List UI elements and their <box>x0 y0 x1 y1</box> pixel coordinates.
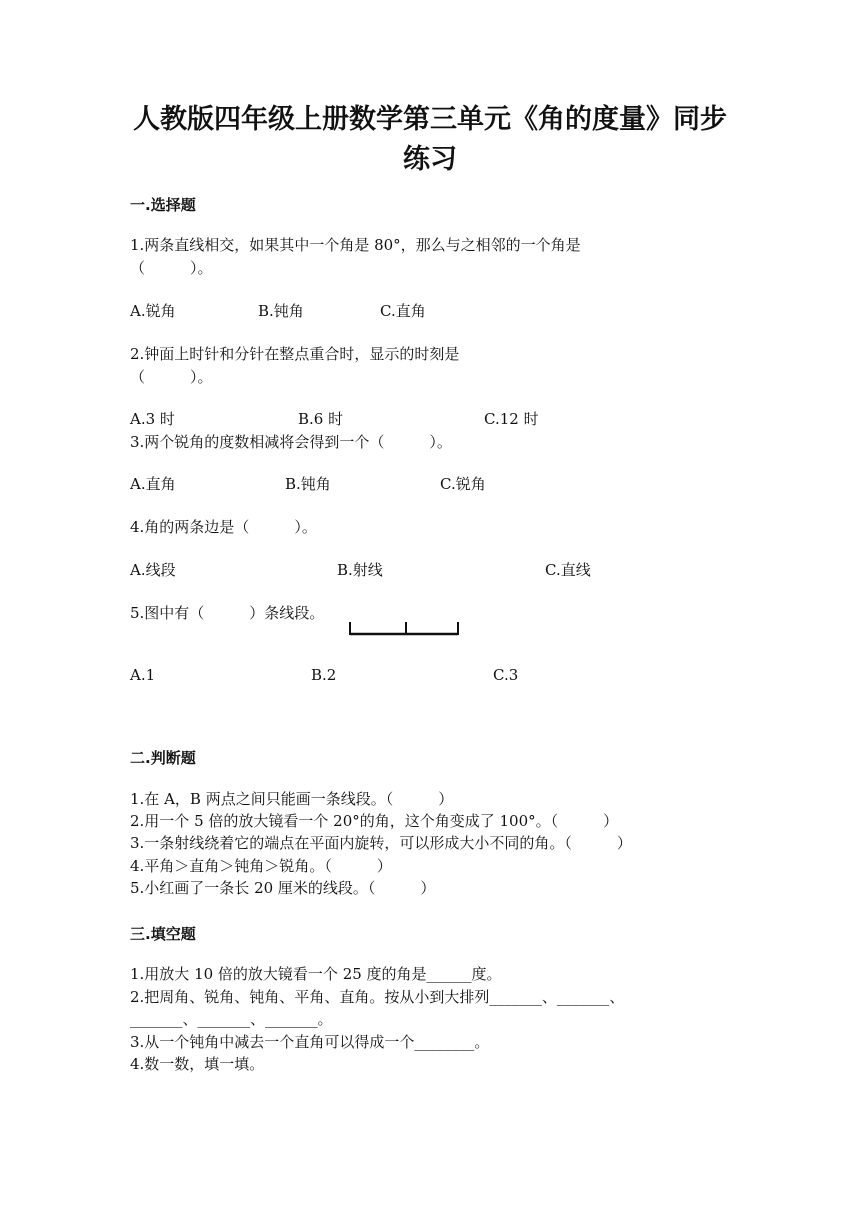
question-2-text: 2.钟面上时针和分针在整点重合时，显示的时刻是 <box>130 345 460 363</box>
question-4-text: 4.角的两条边是（ ）。 <box>130 518 317 536</box>
line-segment-figure <box>346 620 462 638</box>
question-3-text: 3.两个锐角的度数相减将会得到一个（ ）。 <box>130 433 452 451</box>
question-4-option-b: B.射线 <box>337 561 383 579</box>
fill-item-3: 3.从一个钝角中减去一个直角可以得成一个________。 <box>130 1033 490 1051</box>
question-2-option-a: A.3 时 <box>130 410 175 428</box>
question-1-blank: （ ）。 <box>130 259 213 277</box>
question-1-option-c: C.直角 <box>380 302 426 320</box>
question-2-option-b: B.6 时 <box>298 410 344 428</box>
question-5-option-b: B.2 <box>311 666 337 684</box>
question-1-option-a: A.锐角 <box>130 302 176 320</box>
fill-item-1: 1.用放大 10 倍的放大镜看一个 25 度的角是______度。 <box>130 965 502 983</box>
judge-item-3: 3.一条射线绕着它的端点在平面内旋转，可以形成大小不同的角。（ ） <box>130 834 632 852</box>
judge-item-5: 5.小红画了一条长 20 厘米的线段。（ ） <box>130 879 436 897</box>
page-title <box>130 100 730 180</box>
judge-item-2: 2.用一个 5 倍的放大镜看一个 20°的角，这个角变成了 100°。（ ） <box>130 812 619 830</box>
question-1-option-b: B.钝角 <box>258 302 304 320</box>
judge-item-4: 4.平角＞直角＞钝角＞锐角。（ ） <box>130 857 392 875</box>
section-heading-choice: 一.选择题 <box>130 196 196 214</box>
question-4-option-c: C.直线 <box>545 561 591 579</box>
fill-item-2: 2.把周角、锐角、钝角、平角、直角。按从小到大排列_______、_______、 <box>130 988 625 1006</box>
fill-item-2-continued: _______、_______、_______。 <box>130 1010 333 1028</box>
judge-item-1: 1.在 A，B 两点之间只能画一条线段。（ ） <box>130 790 454 808</box>
question-2-option-c: C.12 时 <box>484 410 539 428</box>
page-title-line-2: 练习 <box>403 144 457 175</box>
page-title-line-1: 人教版四年级上册数学第三单元《角的度量》同步 <box>133 104 727 135</box>
question-3-option-b: B.钝角 <box>285 475 331 493</box>
question-4-option-a: A.线段 <box>130 561 176 579</box>
question-2-blank: （ ）。 <box>130 368 213 386</box>
question-1-text: 1.两条直线相交，如果其中一个角是 80°，那么与之相邻的一个角是 <box>130 236 581 254</box>
question-5-text: 5.图中有（ ）条线段。 <box>130 604 325 622</box>
question-5-option-a: A.1 <box>130 666 156 684</box>
question-3-option-c: C.锐角 <box>440 475 486 493</box>
question-3-option-a: A.直角 <box>130 475 176 493</box>
section-heading-judge: 二.判断题 <box>130 749 196 767</box>
fill-item-4: 4.数一数，填一填。 <box>130 1055 265 1073</box>
question-5-option-c: C.3 <box>493 666 519 684</box>
section-heading-fill: 三.填空题 <box>130 925 196 943</box>
